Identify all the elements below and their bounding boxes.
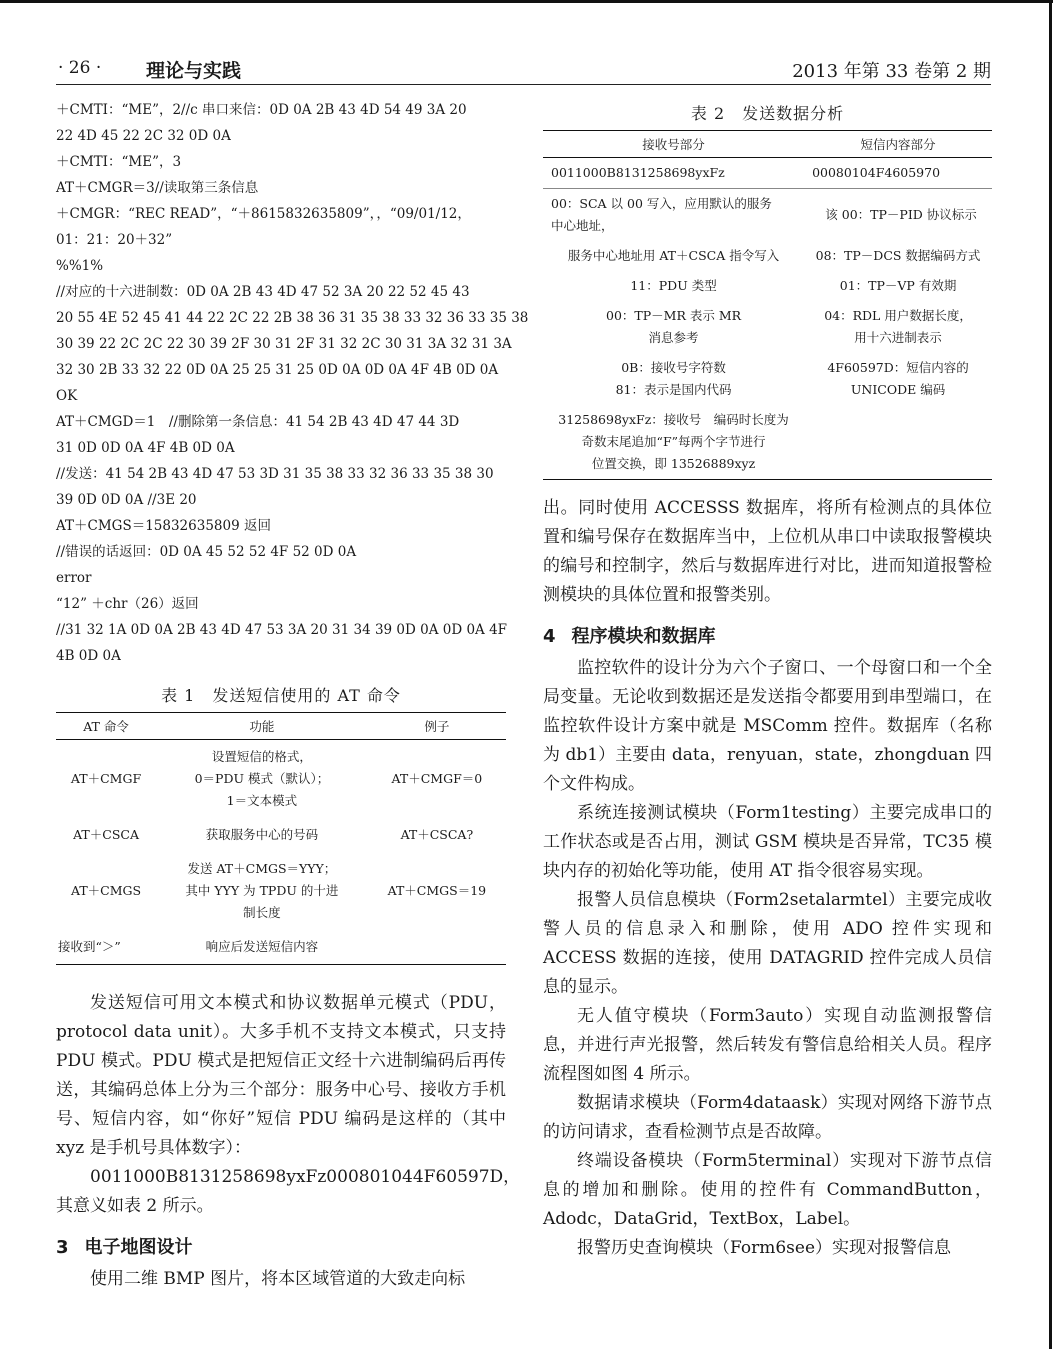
module-paragraph: 系统连接测试模块（Form1testing）主要完成串口的工作状态或是否占用，测试 GSM 模块是否异常，TC35 模块内存的初始化等功能，使用 AT 指令很容易实现。 bbox=[543, 803, 992, 881]
table2-cell: 04：RDL 用户数据长度， 用十六进制表示 bbox=[824, 308, 972, 345]
table2-cell: 08：TP－DCS 数据编码方式 bbox=[815, 248, 981, 263]
table1-cell: AT＋CMGS＝19 bbox=[387, 883, 487, 898]
table1-header: AT 命令 bbox=[56, 713, 156, 740]
table2-header: 短信内容部分 bbox=[804, 131, 992, 158]
table2-row bbox=[543, 189, 992, 242]
code-line: ＋CMGR：“REC READ”，“＋8615832635809”，，“09/01/12， bbox=[56, 206, 471, 222]
right-border bbox=[1049, 0, 1052, 1349]
module-paragraph: 无人值守模块（Form3auto）实现自动监测报警信息，并进行声光报警，然后转发有警信息给相关人员。程序流程图如图 4 所示。 bbox=[543, 1006, 992, 1084]
table2-row bbox=[543, 271, 992, 301]
code-line: //发送：41 54 2B 43 4D 47 53 3D 31 35 38 33 32 36 33 35 38 30 bbox=[56, 466, 494, 482]
paragraph-pdu-example: 0011000B8131258698yxFz000801044F60597D， 其意义如表 2 所示。 bbox=[56, 1167, 529, 1216]
section-3-number: 3 bbox=[56, 1237, 69, 1258]
code-line: 22 4D 45 22 2C 32 0D 0A bbox=[56, 128, 231, 144]
code-line: ＋CMTI：“ME”，2//c 串口来信：0D 0A 2B 43 4D 54 49 3A 20 bbox=[56, 102, 467, 118]
code-line: AT＋CMGR＝3//读取第三条信息 bbox=[56, 180, 259, 196]
right-column bbox=[543, 97, 992, 1263]
module-paragraph: 报警历史查询模块（Form6see）实现对报警信息 bbox=[577, 1238, 952, 1258]
table2-cell: 服务中心地址用 AT＋CSCA 指令写入 bbox=[567, 248, 780, 263]
table2-cell: 31258698yxFz：接收号 编码时长度为 奇数末尾追加“F”每两个字节进行 位置交换，即 13526889xyz bbox=[543, 405, 804, 480]
table1-row bbox=[56, 740, 506, 819]
code-line: OK bbox=[56, 388, 78, 404]
table2 bbox=[543, 130, 992, 480]
table2-cell: 0B：接收号字符数 81：表示是国内代码 bbox=[615, 360, 732, 397]
module-paragraph: 监控软件的设计分为六个子窗口、一个母窗口和一个全局变量。无论收到数据还是发送指令都要用到串型端口，在监控软件设计方案中就是 MSComm 控件。数据库（名称为 db1）主要由 data，renyuan，state，zhongduan 四个文件构成。 bbox=[543, 658, 992, 794]
at-command-log bbox=[56, 97, 529, 669]
table2-cell: 00080104F4605970 bbox=[804, 158, 992, 189]
table2-cell: 该 00：TP－PID 协议标示 bbox=[825, 207, 977, 222]
table1-cell: 响应后发送短信内容 bbox=[156, 930, 368, 965]
section-4-title: 程序模块和数据库 bbox=[571, 626, 716, 647]
page-number: · 26 · bbox=[58, 58, 102, 78]
table1-cell: 发送 AT＋CMGS＝YYY； 其中 YYY 为 TPDU 的十进 制长度 bbox=[185, 861, 339, 920]
module-paragraph: 报警人员信息模块（Form2setalarmtel）主要完成收警人员的信息录入和删除，使用 ADO 控件实现和 ACCESS 数据的连接，使用 DATAGRID 控件完成人员信息的显示。 bbox=[543, 890, 992, 997]
section-3-heading bbox=[56, 1233, 506, 1259]
table2-cell: 01：TP－VP 有效期 bbox=[839, 278, 957, 293]
code-line: 20 55 4E 52 45 41 44 22 2C 22 2B 38 36 31 35 38 33 32 36 33 35 38 bbox=[56, 310, 529, 326]
code-line: AT＋CMGS＝15832635809 返回 bbox=[56, 518, 271, 534]
section-3-title: 电子地图设计 bbox=[84, 1237, 193, 1258]
table1 bbox=[56, 712, 506, 965]
code-line: //对应的十六进制数：0D 0A 2B 43 4D 47 52 3A 20 22 52 45 43 bbox=[56, 284, 470, 300]
table2-cell: 0011000B8131258698yxFz bbox=[543, 158, 804, 189]
page-header bbox=[56, 52, 991, 88]
top-border bbox=[0, 0, 1053, 3]
table2-cell: 11：PDU 类型 bbox=[630, 278, 717, 293]
table1-header: 例子 bbox=[368, 713, 506, 740]
table2-cell: 00：SCA 以 00 写入，应用默认的服务 中心地址， bbox=[551, 196, 772, 233]
paragraph-access: 出。同时使用 ACCESSS 数据库，将所有检测点的具体位置和编号保存在数据库当中，上位机从串口中读取报警模块的编号和控制字，然后与数据库进行对比，进而知道报警检测模块的具体位置和报警类别。 bbox=[543, 498, 992, 605]
table1-cell: 接收到“＞” bbox=[56, 930, 156, 965]
table1-cell: AT＋CSCA? bbox=[400, 827, 474, 842]
table1-cell: AT＋CMGF＝0 bbox=[391, 771, 483, 786]
issue-info: 2013 年第 33 卷第 2 期 bbox=[792, 61, 991, 82]
table1-cell: AT＋CMGF bbox=[70, 771, 142, 786]
module-paragraphs bbox=[543, 654, 992, 1263]
table1-caption: 表 1 发送短信使用的 AT 命令 bbox=[161, 686, 401, 705]
code-line: “12” ＋chr（26）返回 bbox=[56, 596, 199, 612]
code-line: ＋CMTI：“ME”，3 bbox=[56, 154, 182, 170]
table2-row bbox=[543, 405, 992, 480]
code-line: //31 32 1A 0D 0A 2B 43 4D 47 53 3A 20 31 34 39 0D 0A 0D 0A 4F bbox=[56, 622, 508, 638]
table2-cell: 00：TP－MR 表示 MR 消息参考 bbox=[606, 308, 742, 345]
code-line: 30 39 22 2C 2C 22 30 39 2F 30 31 2F 31 32 2C 30 31 3A 32 31 3A bbox=[56, 336, 512, 352]
table1-cell: 设置短信的格式， 0＝PDU 模式（默认）； 1＝文本模式 bbox=[194, 749, 330, 808]
table2-row bbox=[543, 158, 992, 189]
table2-row bbox=[543, 241, 992, 271]
table2-cell bbox=[804, 405, 992, 480]
table2-cell: 4F60597D：短信内容的 UNICODE 编码 bbox=[827, 360, 969, 397]
paragraph-map: 使用二维 BMP 图片，将本区域管道的大致走向标 bbox=[90, 1269, 466, 1289]
table1-row bbox=[56, 930, 506, 965]
header-rule bbox=[56, 84, 991, 85]
table1-cell: AT＋CMGS bbox=[70, 883, 142, 898]
code-line: 31 0D 0D 0A 4F 4B 0D 0A bbox=[56, 440, 235, 456]
left-column bbox=[56, 97, 529, 1294]
table2-header: 接收号部分 bbox=[543, 131, 804, 158]
code-line: 39 0D 0D 0A //3E 20 bbox=[56, 492, 197, 508]
section-4-number: 4 bbox=[543, 626, 556, 647]
section-4-heading bbox=[543, 622, 992, 648]
table1-cell: AT＋CSCA bbox=[73, 827, 139, 842]
module-paragraph: 终端设备模块（Form5terminal）实现对下游节点信息的增加和删除。使用的控件有 CommandButton，Adodc，DataGrid，TextBox，Label。 bbox=[543, 1151, 992, 1229]
code-line: //错误的话返回：0D 0A 45 52 52 4F 52 0D 0A bbox=[56, 544, 357, 560]
table2-row bbox=[543, 353, 992, 405]
table2-caption: 表 2 发送数据分析 bbox=[690, 104, 845, 123]
code-line: 32 30 2B 33 32 22 0D 0A 25 25 31 25 0D 0A 0D 0A 4F 4B 0D 0A bbox=[56, 362, 499, 378]
table1-cell: 获取服务中心的号码 bbox=[205, 827, 319, 842]
code-line: %%1% bbox=[56, 258, 104, 274]
table2-row bbox=[543, 301, 992, 353]
code-line: 4B 0D 0A bbox=[56, 648, 121, 664]
paragraph-pdu: 发送短信可用文本模式和协议数据单元模式（PDU，protocol data unit）。大多手机不支持文本模式，只支持 PDU 模式。PDU 模式是把短信正文经十六进制编码后再传送，其编码总体上分为三个部分：服务中心号、接收方手机号、短信内容，如“你好”短信 PDU 编码是这样的（其中 xyz 是手机号具体数字）： bbox=[56, 993, 506, 1158]
module-paragraph: 数据请求模块（Form4dataask）实现对网络下游节点的访问请求，查看检测节点是否故障。 bbox=[543, 1093, 992, 1142]
table1-cell bbox=[368, 930, 506, 965]
code-line: 01：21：20＋32” bbox=[56, 232, 173, 248]
code-line: AT＋CMGD＝1 //删除第一条信息：41 54 2B 43 4D 47 44 3D bbox=[56, 414, 460, 430]
table1-header: 功能 bbox=[156, 713, 368, 740]
table1-row bbox=[56, 852, 506, 930]
table1-row bbox=[56, 818, 506, 852]
journal-section: 理论与实践 bbox=[146, 60, 242, 82]
code-line: error bbox=[56, 570, 92, 586]
